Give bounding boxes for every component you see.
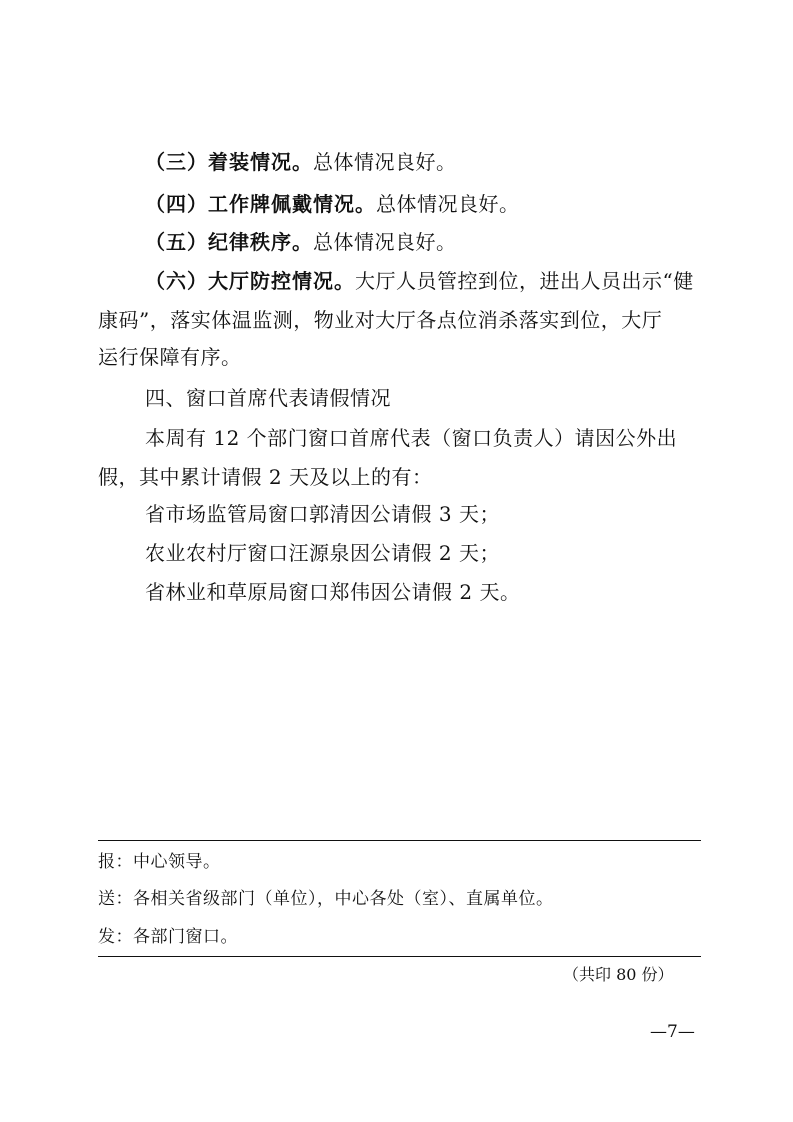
- leave-item: 农业农村厅窗口汪源泉因公请假 2 天；: [145, 541, 500, 565]
- part-4-intro-line-1: 本周有 12 个部门窗口首席代表（窗口负责人）请因公外出: [145, 426, 678, 450]
- section-5-text: 总体情况良好。: [313, 230, 457, 254]
- section-6-line-3: 运行保障有序。: [98, 345, 242, 369]
- section-4-line: [145, 194, 520, 214]
- report-line: 报：中心领导。: [98, 852, 221, 872]
- issue-line: 发：各部门窗口。: [98, 927, 238, 947]
- section-5-heading: （五）纪律秩序。: [145, 230, 313, 254]
- section-6-line-1: [145, 271, 694, 291]
- section-4-text: 总体情况良好。: [376, 192, 520, 216]
- leave-item: 省林业和草原局窗口郑伟因公请假 2 天。: [145, 580, 521, 604]
- leave-item: 省市场监管局窗口郭清因公请假 3 天；: [145, 502, 500, 526]
- section-6-heading: （六）大厅防控情况。: [145, 269, 355, 293]
- section-5-line: [145, 232, 457, 252]
- distribution-top-rule: [98, 840, 701, 841]
- section-6-text-1: 大厅人员管控到位，进出人员出示“健: [355, 269, 694, 293]
- section-6-line-2: 康码”，落实体温监测，物业对大厅各点位消杀落实到位，大厅: [98, 308, 663, 332]
- send-line: 送：各相关省级部门（单位），中心各处（室）、直属单位。: [98, 889, 554, 909]
- distribution-bottom-rule: [98, 956, 701, 957]
- section-3-heading: （三）着装情况。: [145, 150, 313, 174]
- section-4-heading: （四）工作牌佩戴情况。: [145, 192, 376, 216]
- part-4-title: 四、窗口首席代表请假情况: [145, 386, 391, 410]
- print-copies: （共印 80 份）: [563, 965, 674, 984]
- page-number: —7—: [650, 1022, 695, 1042]
- section-3-text: 总体情况良好。: [313, 150, 457, 174]
- section-3-line: [145, 152, 457, 172]
- part-4-intro-line-2: 假，其中累计请假 2 天及以上的有：: [98, 465, 433, 489]
